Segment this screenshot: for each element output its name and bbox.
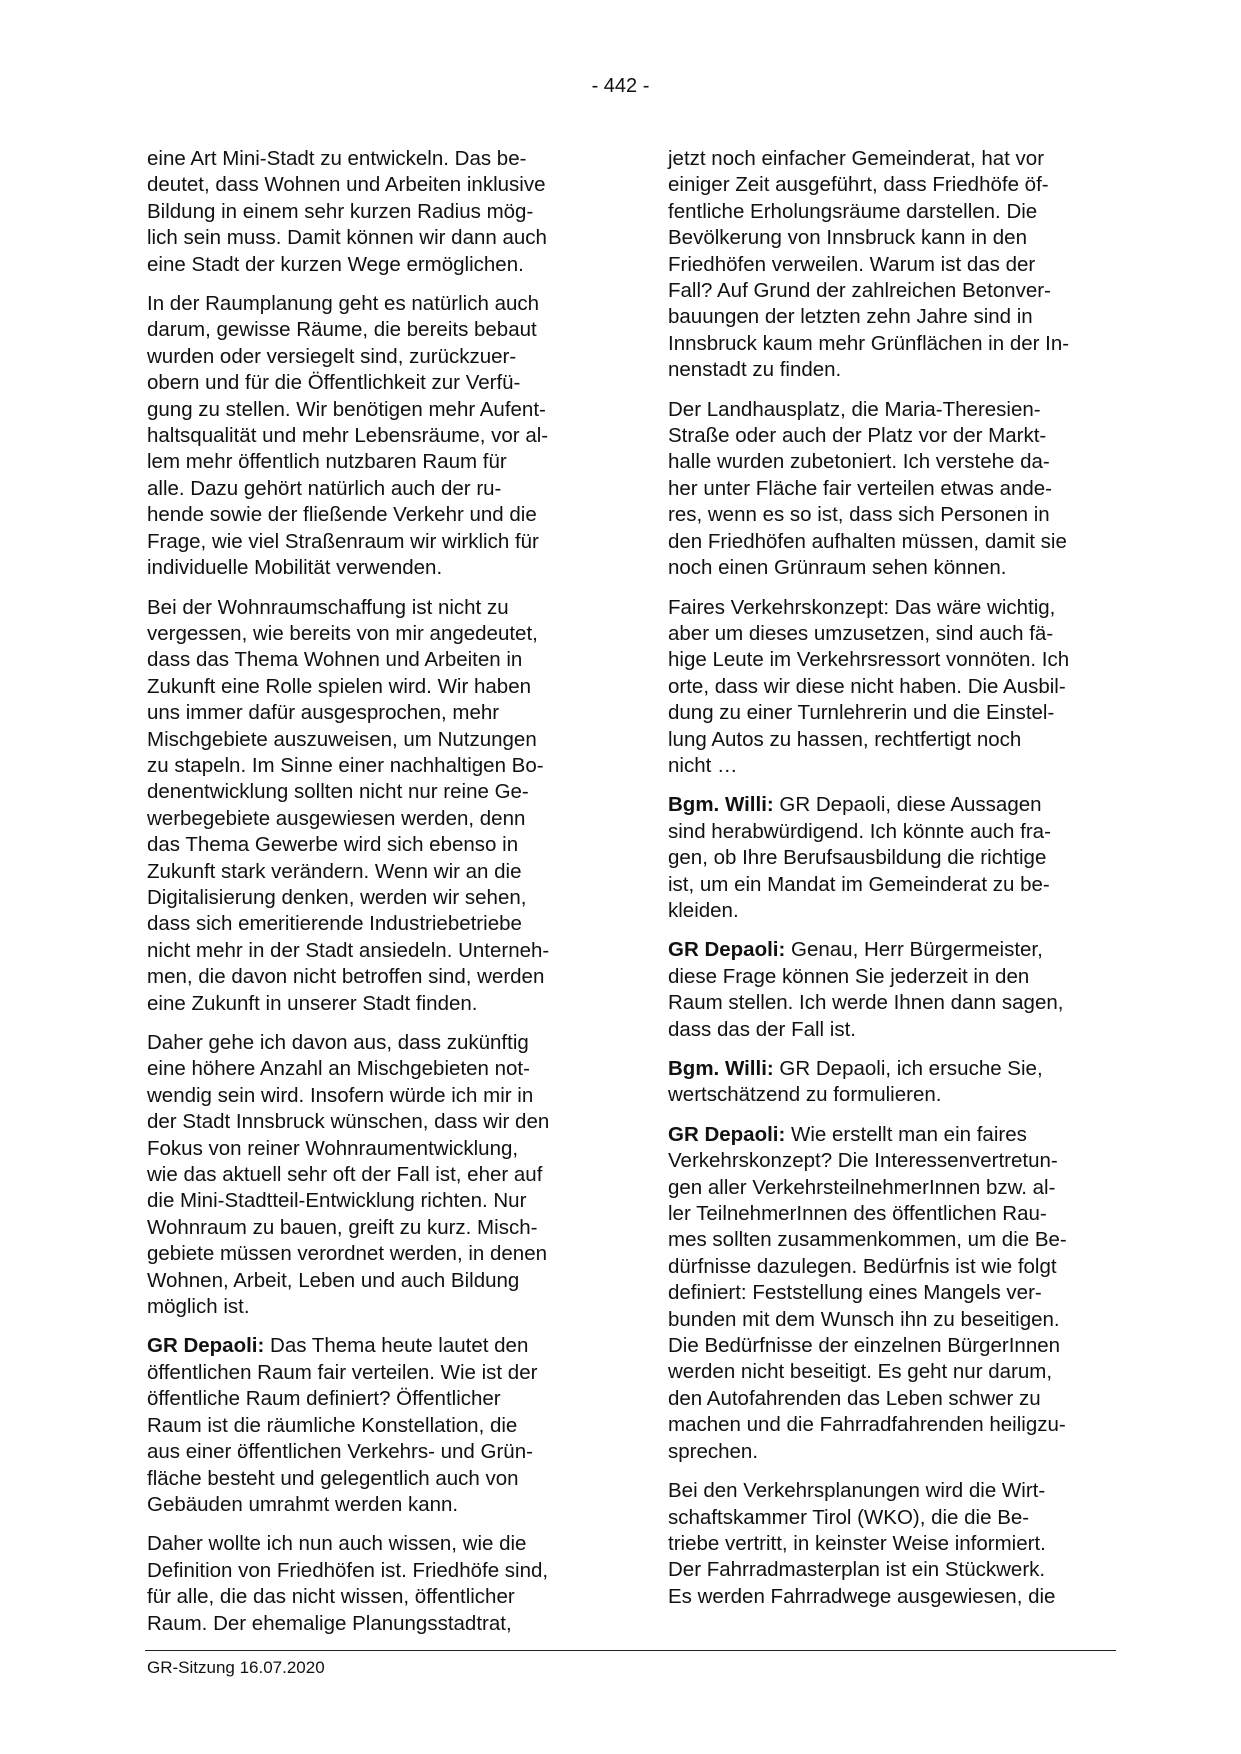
paragraph (147, 1333, 599, 1518)
footer-session-date: GR-Sitzung 16.07.2020 (147, 1658, 325, 1677)
paragraph-text: Genau, Herr Bürgermeister, diese Frage können Sie jederzeit in den Raum stellen. Ich werde Ihnen dann sagen, dass das der Fall ist. (668, 938, 1064, 1041)
footer-divider (145, 1650, 1116, 1651)
paragraph-text: Das Thema heute lautet den öffentlichen Raum fair verteilen. Wie ist der öffentliche Raum definiert? Öffentlicher Raum ist die räumliche Konstellation, die aus einer öffentlichen Verkehrs- und Grün- fläche besteht und gelegentlich auch von Gebäuden umrahmt werden kann. (147, 1334, 538, 1516)
paragraph (147, 595, 599, 1018)
right-column (668, 146, 1120, 1623)
page-number: - 442 - (591, 75, 650, 97)
paragraph-text: GR Depaoli, diese Aussagen sind herabwürdigend. Ich könnte auch fra- gen, ob Ihre Berufsausbildung die richtige ist, um ein Mandat im Gemeinderat zu be- kleiden. (668, 793, 1051, 922)
paragraph-text: In der Raumplanung geht es natürlich auch darum, gewisse Räume, die bereits bebaut wurden oder versiegelt sind, zurückzuer- obern und für die Öffentlichkeit zur Verfü- gung zu stellen. Wir benötigen mehr Aufent- haltsqualität und mehr Lebensräume, vor al- lem mehr öffentlich nutzbaren Raum für alle. Dazu gehört natürlich auch der ru- hende sowie der fließende Verkehr und die Frage, wie viel Straßenraum wir wirklich für individuelle Mobilität verwenden. (147, 292, 549, 580)
paragraph-text: Wie erstellt man ein faires Verkehrskonzept? Die Interessenvertretun- gen aller VerkehrsteilnehmerInnen bzw. al- ler TeilnehmerInnen des öffentlichen Rau- mes sollten zusammenkommen, um die Be- dürfnisse dazulegen. Bedürfnis ist wie folgt definiert: Feststellung eines Mangels ver- bunden mit dem Wunsch ihn zu beseitigen. Die Bedürfnisse der einzelnen BürgerInnen werden nicht beseitigt. Es geht nur darum, den Autofahrenden das Leben schwer zu machen und die Fahrradfahrenden heiligzu- sprechen. (668, 1122, 1067, 1463)
left-column (147, 146, 599, 1650)
paragraph-text: GR Depaoli, ich ersuche Sie, wertschätzend zu formulieren. (668, 1057, 1043, 1107)
speaker-name: GR Depaoli: (147, 1334, 265, 1358)
paragraph (147, 1030, 599, 1320)
paragraph (668, 397, 1120, 582)
paragraph-text: Bei den Verkehrsplanungen wird die Wirt- schaftskammer Tirol (WKO), die die Be- triebe vertritt, in keinster Weise informiert. Der Fahrradmasterplan ist ein Stückwerk. Es werden Fahrradwege ausgewiesen, die (668, 1479, 1056, 1608)
paragraph-text: Bei der Wohnraumschaffung ist nicht zu vergessen, wie bereits von mir angedeutet, dass das Thema Wohnen und Arbeiten in Zukunft eine Rolle spielen wird. Wir haben uns immer dafür ausgesprochen, mehr Mischgebiete auszuweisen, um Nutzungen zu stapeln. Im Sinne einer nachhaltigen Bo- denentwicklung sollten nicht nur reine Ge- werbegebiete ausgewiesen werden, denn das Thema Gewerbe wird sich ebenso in Zukunft stark verändern. Wenn wir an die Digitalisierung denken, werden wir sehen, dass sich emeritierende Industriebetriebe nicht mehr in der Stadt ansiedeln. Unterneh- men, die davon nicht betroffen sind, werden eine Zukunft in unserer Stadt finden. (147, 595, 550, 1015)
paragraph (668, 595, 1120, 780)
paragraph (668, 937, 1120, 1043)
paragraph (668, 146, 1120, 384)
paragraph (668, 792, 1120, 924)
paragraph (147, 146, 599, 278)
paragraph (147, 291, 599, 581)
paragraph (668, 1122, 1120, 1465)
paragraph-text: Daher wollte ich nun auch wissen, wie die Definition von Friedhöfen ist. Friedhöfe sind, für alle, die das nicht wissen, öffentlicher Raum. Der ehemalige Planungsstadtrat, (147, 1532, 549, 1635)
paragraph-text: Der Landhausplatz, die Maria-Theresien- Straße oder auch der Platz vor der Markt- halle wurden zubetoniert. Ich verstehe da- her unter Fläche fair verteilen etwas ande- res, wenn es so ist, dass sich Personen in den Friedhöfen aufhalten müssen, damit sie noch einen Grünraum sehen können. (668, 397, 1067, 580)
speaker-name: Bgm. Willi: (668, 1057, 774, 1080)
paragraph-text: eine Art Mini-Stadt zu entwickeln. Das be- deutet, dass Wohnen und Arbeiten inklusive Bildung in einem sehr kurzen Radius mög- lich sein muss. Damit können wir dann auch eine Stadt der kurzen Wege ermöglichen. (147, 147, 547, 276)
speaker-name: GR Depaoli: (668, 1122, 786, 1146)
paragraph-text: Faires Verkehrskonzept: Das wäre wichtig, aber um dieses umzusetzen, sind auch fä- hige Leute im Verkehrsressort vonnöten. Ich orte, dass wir diese nicht haben. Die Ausbil- dung zu einer Turnlehrerin und die Einstel- lung Autos zu hassen, rechtfertigt noch nicht … (668, 595, 1070, 777)
paragraph-text: jetzt noch einfacher Gemeinderat, hat vor einiger Zeit ausgeführt, dass Friedhöfe öf- fentliche Erholungsräume darstellen. Die Bevölkerung von Innsbruck kann in den Friedhöfen verweilen. Warum ist das der Fall? Auf Grund der zahlreichen Betonver- bauungen der letzten zehn Jahre sind in Innsbruck kaum mehr Grünflächen in der In- nenstadt zu finden. (668, 147, 1070, 382)
speaker-name: GR Depaoli: (668, 938, 786, 962)
speaker-name: Bgm. Willi: (668, 793, 774, 817)
paragraph (668, 1056, 1120, 1109)
paragraph (668, 1478, 1120, 1610)
paragraph-text: Daher gehe ich davon aus, dass zukünftig eine höhere Anzahl an Mischgebieten not- wendig sein wird. Insofern würde ich mir in der Stadt Innsbruck wünschen, dass wir den Fokus von reiner Wohnraumentwicklung, wie das aktuell sehr oft der Fall ist, eher auf die Mini-Stadtteil-Entwicklung richten. Nur Wohnraum zu bauen, greift zu kurz. Misch- gebiete müssen verordnet werden, in denen Wohnen, Arbeit, Leben und auch Bildung möglich ist. (147, 1031, 550, 1319)
paragraph (147, 1531, 599, 1637)
